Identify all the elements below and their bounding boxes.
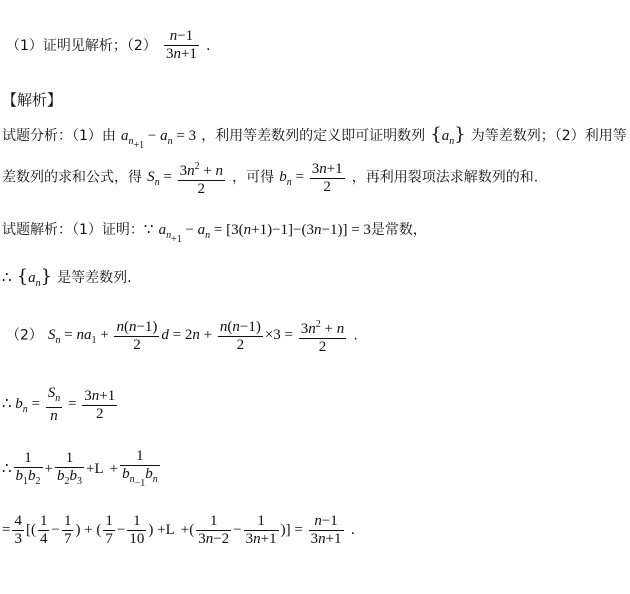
- solution-result-period: .: [350, 521, 356, 538]
- solution-part2-label: （2）: [6, 327, 43, 344]
- solution-bn-formula: ∴ $b_n$ = $\frac{S_n}{n}$ = $\frac{3n+1}{2}$: [2, 385, 116, 424]
- answer-part2-label: （2）: [126, 38, 157, 54]
- solution-line-1: [2, 219, 427, 245]
- answer-part1-label: （1）: [6, 38, 43, 54]
- solution-sn-line: [6, 316, 358, 356]
- analysis-line2-start: 差数列的求和公式，得: [2, 169, 142, 186]
- analysis-sum-formula: $S_n$ = $\frac{3n^2 + n}{2}$: [147, 169, 227, 185]
- solution-part2-period: .: [353, 327, 358, 344]
- because-symbol: ∵: [143, 222, 154, 238]
- solution-conclusion: 是等差数列.: [57, 270, 132, 286]
- solution-sn-formula: $S_n = na_1$ + $\frac{n(n-1)}{2}$ d = 2n + $\frac{n(n-1)}{2}$ ×3 = $\frac{3n^2 + n}{2}$: [48, 327, 348, 343]
- analysis-line2-mid: ，可得: [232, 169, 275, 186]
- analysis-line-1: [2, 124, 627, 151]
- analysis-line-2: [2, 158, 538, 198]
- answer-period: .: [206, 38, 211, 54]
- analysis-intro: 试题分析：（1）由: [2, 128, 116, 144]
- analysis-after-eq: ，利用等差数列的定义即可证明数列: [201, 128, 426, 144]
- section-title: 【解析】: [2, 91, 63, 109]
- solution-result-expression: = $\frac{4}{3}$ [( $\frac{1}{4}$ − $\frac{1}{7}$ ) + ( $\frac{1}{7}$ − $\frac{1}{10}$ ) +L +( $\frac{1}{3n-2}$ − $\frac{1}{3n+1}$ )] = $\frac{n-1}{3n+1}$: [2, 513, 342, 547]
- answer-part1-text: 证明见解析；: [42, 38, 127, 54]
- solution-sum-line: [2, 448, 162, 492]
- analysis-bn-formula: $b_n$ = $\frac{3n+1}{2}$: [279, 160, 343, 195]
- solution-bn-line: [2, 385, 119, 425]
- solution-difference: $a_{n+1} - a_n = [3(n+1)-1]-(3n-1)] = 3$: [158, 222, 371, 245]
- analysis-recurrence: $a_{n+1} - a_n = 3$: [121, 128, 197, 151]
- analysis-line2-end: ，再利用裂项法求解数列的和.: [351, 169, 539, 186]
- answer-fraction: $\frac{n-1}{3n+1}$: [165, 28, 197, 62]
- solution-intro: 试题解析：（1）证明：: [2, 222, 144, 238]
- solution-line-2: [2, 266, 132, 289]
- solution-sequence: $\{a_n\}$: [16, 266, 53, 289]
- solution-after-eq: 是常数，: [370, 222, 427, 238]
- answer-line: [6, 28, 210, 63]
- analysis-sequence: $\{a_n\}$: [430, 124, 466, 147]
- solution-result-line: [2, 513, 355, 548]
- solution-sum-expression: ∴ $\frac{1}{b_1b_2}$ + $\frac{1}{b_2b_3}$ +L + $\frac{1}{b_{n-1}b_n}$: [2, 448, 158, 489]
- therefore-symbol: ∴: [2, 270, 12, 286]
- analysis-after-seq: 为等差数列；（2）利用等: [470, 128, 627, 144]
